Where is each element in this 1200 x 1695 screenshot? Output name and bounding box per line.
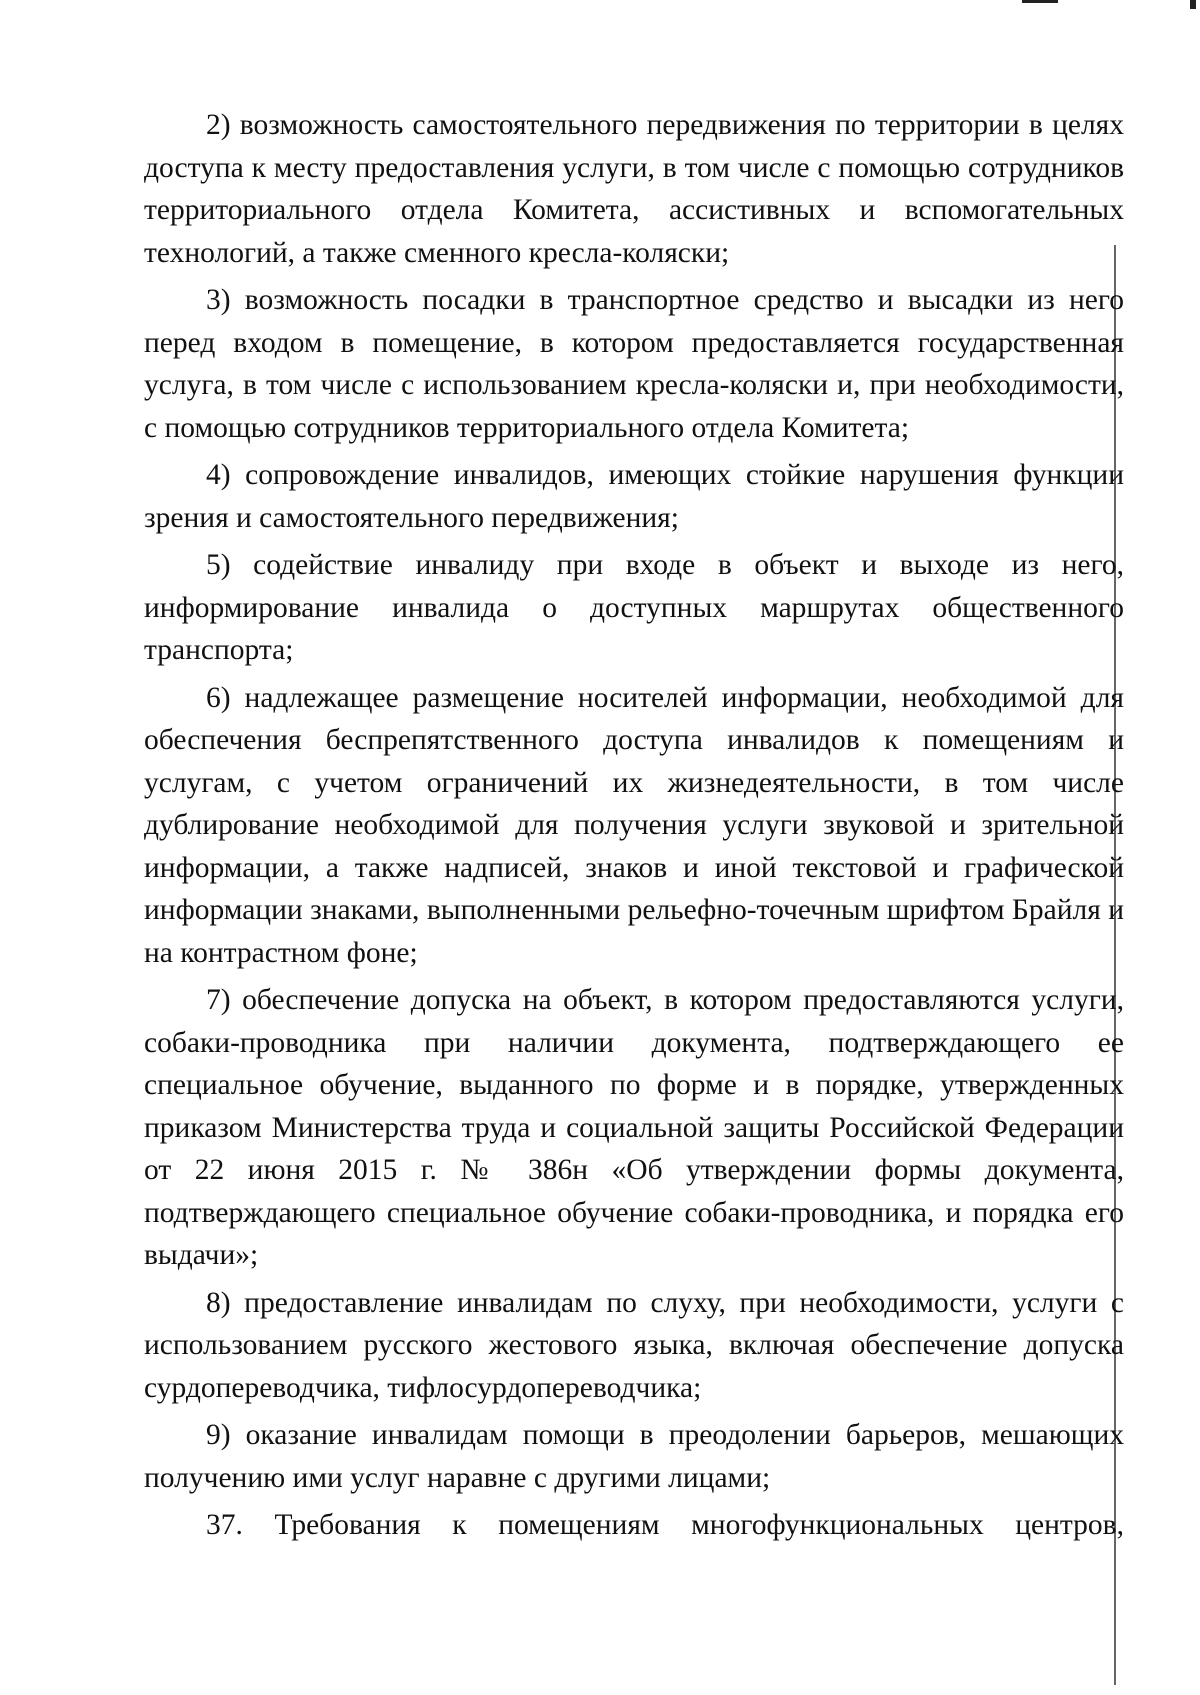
paragraph-item-4: 4) сопровождение инвалидов, имеющих стойкие нарушения функции зрения и самостоятельного передвижения; [144,459,1124,534]
paragraph-item-3: 3) возможность посадки в транспортное средство и высадки из него перед входом в помещение, в котором предоставляется государственная услуга, в том числе с использованием кресла-коляски и, при необходимости, с помощью сотрудников территориального отдела Комитета; [144,284,1124,444]
paragraph-item-5: 5) содействие инвалиду при входе в объект и выходе из него, информирование инвалида о доступных маршрутах общественного транспорта; [144,549,1124,666]
paragraph-item-7: 7) обеспечение допуска на объект, в котором предоставляются услуги, собаки-проводника при наличии документа, подтверждающего ее специальное обучение, выданного по форме и в порядке, утвержденных приказом Министерства труда и социальной защиты Российской Федерации от 22 июня 2015 г. № 386н «Об утверждении формы документа, подтверждающего специальное обучение собаки-проводника, и порядка его выдачи»; [144,984,1124,1271]
paragraph-item-2: 2) возможность самостоятельного передвижения по территории в целях доступа к месту предоставления услуги, в том числе с помощью сотрудников территориального отдела Комитета, ассистивных и вспомогательных технологий, а также сменного кресла-коляски; [144,109,1124,269]
scan-mark [1022,0,1058,3]
paragraph-item-9: 9) оказание инвалидам помощи в преодолении барьеров, мешающих получению ими услуг наравне с другими лицами; [144,1419,1124,1494]
paragraph-item-6: 6) надлежащее размещение носителей информации, необходимой для обеспечения беспрепятственного доступа инвалидов к помещениям и услугам, с учетом ограничений их жизнедеятельности, в том числе дублирование необходимой для получения услуги звуковой и зрительной информации, а также надписей, знаков и иной текстовой и графической информации знаками, выполненными рельефно-точечным шрифтом Брайля и на контрастном фоне; [144,681,1124,969]
document-body [144,104,1124,1552]
paragraph-section-37: 37. Требования к помещениям многофункциональных центров, [206,1509,1124,1541]
paragraph-item-8: 8) предоставление инвалидам по слуху, при необходимости, услуги с использованием русского жестового языка, включая обеспечение допуска сурдопереводчика, тифлосурдопереводчика; [144,1286,1124,1404]
scan-mark [1190,0,1196,9]
